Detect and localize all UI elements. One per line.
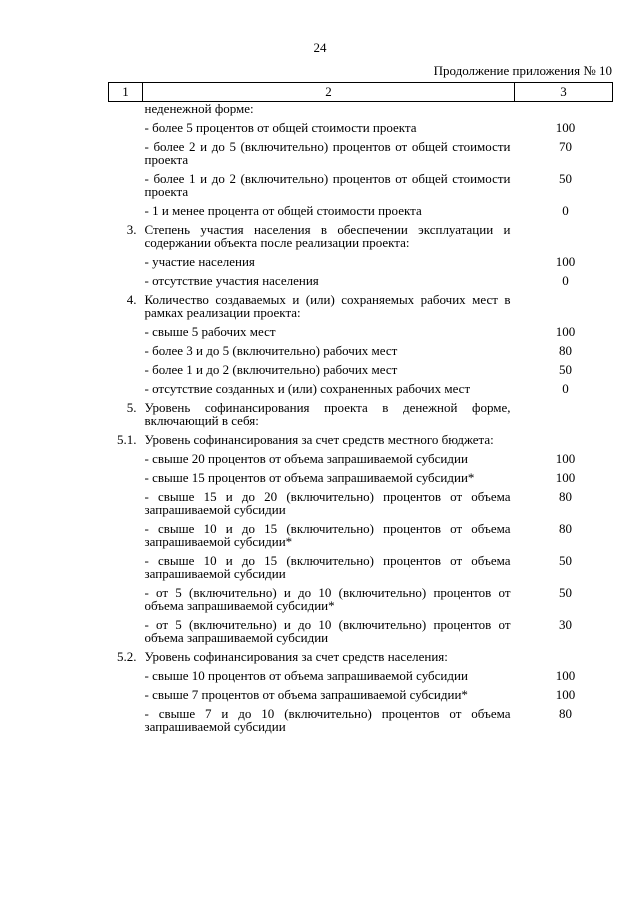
table-header-row — [109, 83, 613, 102]
row-score: 50 — [559, 553, 572, 568]
table-row — [109, 688, 613, 707]
row-criterion: Уровень софинансирования за счет средств местного бюджета: — [144, 432, 494, 447]
table-row — [109, 204, 613, 223]
row-score — [515, 650, 613, 669]
row-criterion: - отсутствие созданных и (или) сохраненных рабочих мест — [144, 381, 471, 396]
row-criterion: - от 5 (включительно) и до 10 (включительно) процентов от объема запрашиваемой субсидии* — [144, 585, 511, 613]
continuation-label: Продолжение приложения № 10 — [433, 63, 612, 78]
row-number — [109, 325, 143, 344]
table-row — [109, 618, 613, 650]
row-criterion: - более 3 и до 5 (включительно) рабочих мест — [144, 343, 398, 358]
row-criterion: - свыше 15 и до 20 (включительно) процентов от объема запрашиваемой субсидии — [144, 489, 511, 517]
row-criterion: Степень участия населения в обеспечении эксплуатации и содержании объекта после реализации проекта: — [144, 222, 511, 250]
row-criterion: Количество создаваемых и (или) сохраняемых рабочих мест в рамках реализации проекта: — [144, 292, 511, 320]
row-number — [109, 382, 143, 401]
row-number — [109, 522, 143, 554]
table-body — [109, 102, 613, 740]
row-score — [515, 433, 613, 452]
row-number: 3. — [126, 222, 137, 237]
criteria-table — [108, 82, 613, 739]
table-row — [109, 452, 613, 471]
column-header-number: 1 — [109, 83, 143, 102]
row-score: 0 — [562, 273, 569, 288]
row-number — [109, 586, 143, 618]
row-score: 70 — [559, 139, 572, 154]
row-number — [109, 688, 143, 707]
row-score: 100 — [555, 254, 576, 269]
table-row — [109, 293, 613, 325]
row-score: 100 — [555, 451, 576, 466]
row-number — [109, 102, 143, 122]
row-criterion: Уровень софинансирования за счет средств населения: — [144, 649, 448, 664]
row-criterion: - более 2 и до 5 (включительно) процентов от общей стоимости проекта — [144, 139, 511, 167]
row-number — [109, 255, 143, 274]
row-score: 50 — [559, 585, 572, 600]
table-row — [109, 586, 613, 618]
row-number — [109, 363, 143, 382]
row-score: 80 — [559, 706, 572, 721]
row-number — [109, 471, 143, 490]
row-criterion: - отсутствие участия населения — [144, 273, 319, 288]
table-row — [109, 274, 613, 293]
row-score: 100 — [555, 120, 576, 135]
row-number — [109, 274, 143, 293]
row-criterion: - более 5 процентов от общей стоимости проекта — [144, 120, 417, 135]
row-criterion: - свыше 20 процентов от объема запрашиваемой субсидии — [144, 451, 468, 466]
table-row — [109, 471, 613, 490]
row-number — [109, 669, 143, 688]
row-score: 100 — [555, 324, 576, 339]
row-number — [109, 490, 143, 522]
table-row — [109, 650, 613, 669]
column-header-score: 3 — [515, 83, 613, 102]
row-score: 50 — [559, 362, 572, 377]
table-row — [109, 382, 613, 401]
row-number — [109, 707, 143, 739]
row-number: 4. — [126, 292, 137, 307]
table-row — [109, 522, 613, 554]
table-row — [109, 554, 613, 586]
row-score: 50 — [559, 171, 572, 186]
row-criterion: - свыше 7 и до 10 (включительно) процентов от объема запрашиваемой субсидии — [144, 706, 511, 734]
row-score: 80 — [559, 343, 572, 358]
row-score — [515, 401, 613, 433]
table-row — [109, 490, 613, 522]
row-number — [109, 452, 143, 471]
row-criterion: - свыше 7 процентов от объема запрашиваемой субсидии* — [144, 687, 468, 702]
row-number — [109, 121, 143, 140]
row-criterion: - свыше 10 и до 15 (включительно) процентов от объема запрашиваемой субсидии — [144, 553, 511, 581]
table-row — [109, 707, 613, 739]
table-row — [109, 433, 613, 452]
row-score — [515, 293, 613, 325]
row-number — [109, 140, 143, 172]
row-criterion: - свыше 10 процентов от объема запрашиваемой субсидии — [144, 668, 468, 683]
row-criterion: - от 5 (включительно) и до 10 (включительно) процентов от объема запрашиваемой субсидии — [144, 617, 511, 645]
table-row — [109, 102, 613, 122]
row-number — [109, 204, 143, 223]
table-row — [109, 363, 613, 382]
row-criterion: - свыше 10 и до 15 (включительно) процентов от объема запрашиваемой субсидии* — [144, 521, 511, 549]
row-score: 100 — [555, 470, 576, 485]
row-score — [515, 102, 613, 122]
row-criterion: - 1 и менее процента от общей стоимости проекта — [144, 203, 422, 218]
row-criterion: - свыше 15 процентов от объема запрашиваемой субсидии* — [144, 470, 475, 485]
page-number: 24 — [313, 40, 327, 55]
row-criterion: Уровень софинансирования проекта в денежной форме, включающий в себя: — [144, 400, 511, 428]
row-number — [109, 618, 143, 650]
row-criterion: неденежной форме: — [144, 101, 254, 116]
row-score: 80 — [559, 489, 572, 504]
row-number — [109, 554, 143, 586]
row-number: 5.2. — [117, 649, 137, 664]
table-row — [109, 325, 613, 344]
row-criterion: - более 1 и до 2 (включительно) рабочих мест — [144, 362, 398, 377]
table-row — [109, 172, 613, 204]
row-score: 30 — [559, 617, 572, 632]
table-row — [109, 255, 613, 274]
row-number — [109, 344, 143, 363]
row-number: 5.1. — [117, 432, 137, 447]
table-row — [109, 401, 613, 433]
row-criterion: - участие населения — [144, 254, 255, 269]
row-score: 0 — [562, 203, 569, 218]
column-header-criterion: 2 — [143, 83, 515, 102]
row-score — [515, 223, 613, 255]
table-row — [109, 344, 613, 363]
row-criterion: - более 1 и до 2 (включительно) процентов от общей стоимости проекта — [144, 171, 511, 199]
row-number — [109, 172, 143, 204]
table-row — [109, 669, 613, 688]
row-criterion: - свыше 5 рабочих мест — [144, 324, 276, 339]
row-score: 100 — [555, 687, 576, 702]
row-score: 100 — [555, 668, 576, 683]
row-number: 5. — [126, 400, 137, 415]
table-row — [109, 223, 613, 255]
row-score: 80 — [559, 521, 572, 536]
row-score: 0 — [562, 381, 569, 396]
table-row — [109, 121, 613, 140]
table-row — [109, 140, 613, 172]
